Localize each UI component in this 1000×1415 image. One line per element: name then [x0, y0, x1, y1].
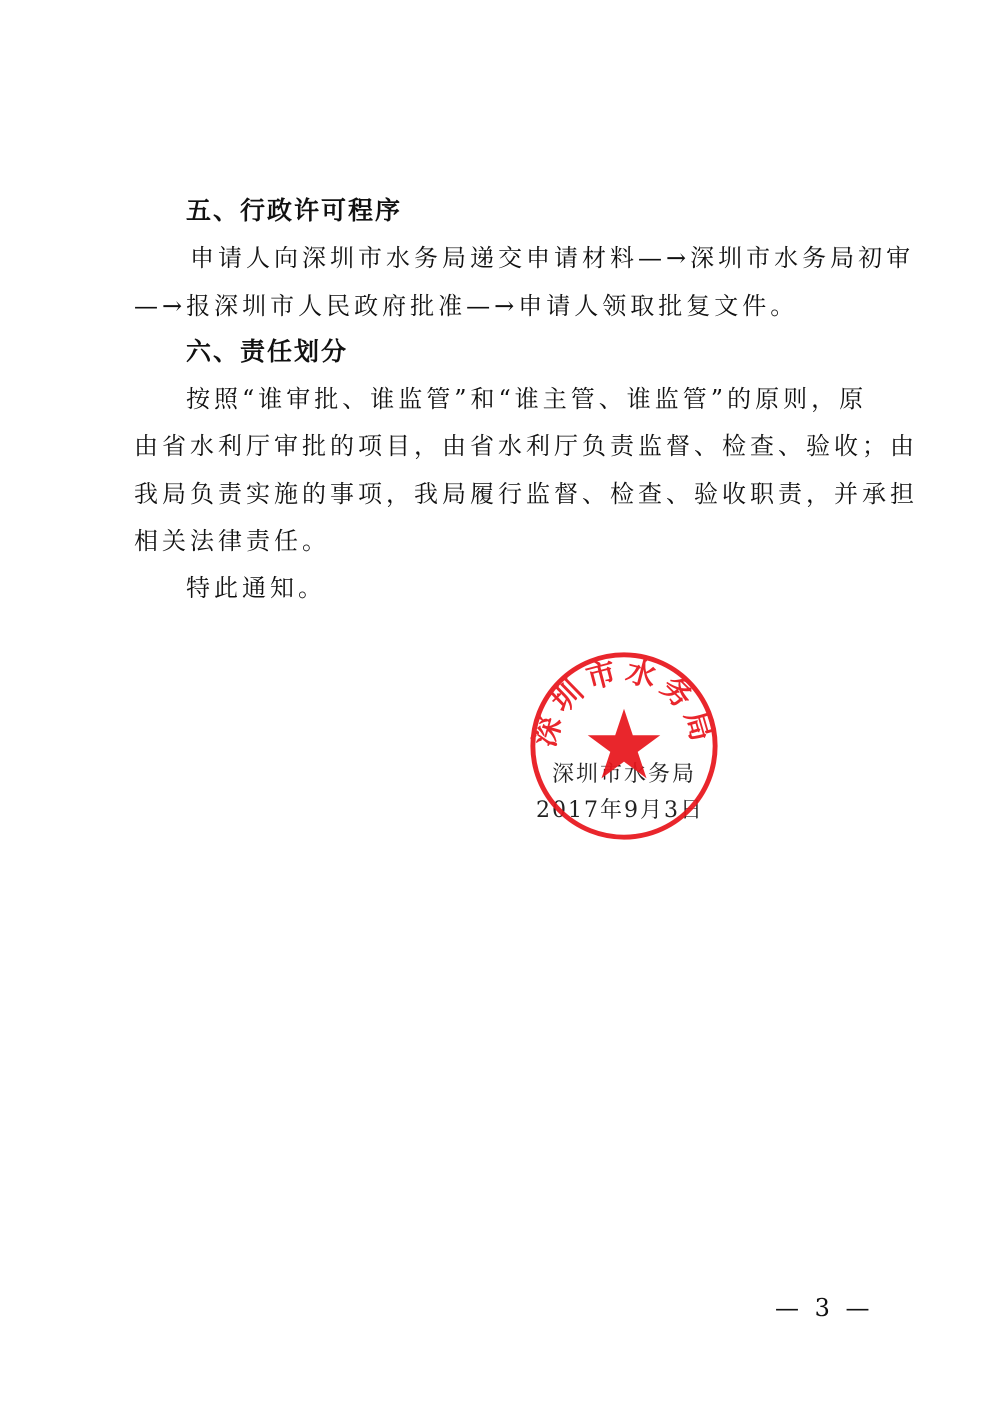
paragraph-line: 申请人向深圳市水务局递交申请材料—→深圳市水务局初审: [190, 244, 915, 272]
page-number: — 3 —: [775, 1294, 874, 1322]
seal-star-icon: [588, 709, 661, 779]
closing-text: 特此通知。: [186, 574, 326, 602]
paragraph-line: 按照“谁审批、谁监管”和“谁主管、谁监管”的原则，原: [186, 385, 868, 413]
paragraph-line: 我局负责实施的事项，我局履行监督、检查、验收职责，并承担: [134, 480, 918, 508]
section-heading-responsibility: 六、责任划分: [186, 337, 349, 366]
paragraph-line: —→报深圳市人民政府批准—→申请人领取批复文件。: [134, 292, 799, 320]
seal-text: 深圳市水务局: [527, 653, 721, 751]
paragraph-line: 由省水利厅审批的项目，由省水利厅负责监督、检查、验收；由: [134, 432, 918, 460]
official-seal-stamp: [526, 648, 722, 844]
section-heading-procedure: 五、行政许可程序: [186, 196, 403, 225]
signature-org: 深圳市水务局: [552, 762, 697, 787]
signature-date: 2017年9月3日: [536, 798, 704, 823]
paragraph-line: 相关法律责任。: [134, 527, 330, 555]
